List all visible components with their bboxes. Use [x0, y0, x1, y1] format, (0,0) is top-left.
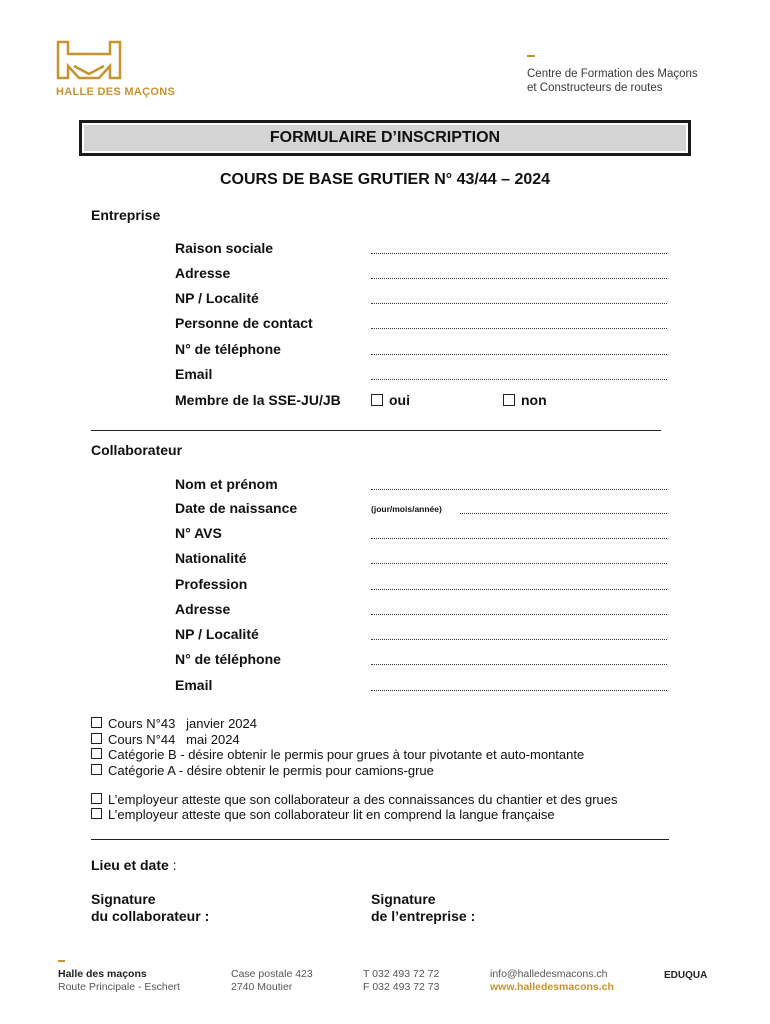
option-category-b[interactable] [91, 747, 584, 763]
field-line-nationality[interactable] [371, 552, 667, 564]
checkbox-icon [91, 808, 102, 819]
footer-postal-block [231, 968, 313, 993]
signature-employee-label-1: Signature [91, 891, 156, 907]
section-heading-employee: Collaborateur [91, 442, 183, 458]
header-accent-dash [527, 55, 535, 57]
signature-employee-block[interactable] [91, 891, 209, 925]
field-line-company-name[interactable] [371, 242, 667, 254]
field-label-company-address: Adresse [175, 265, 231, 281]
field-label-employee-address: Adresse [175, 601, 231, 617]
field-line-employee-phone[interactable] [371, 653, 667, 665]
birth-date-format-hint: (jour/mois/année) [371, 504, 442, 514]
field-label-company-phone: N° de téléphone [175, 341, 281, 357]
footer-tel: T 032 493 72 72 [363, 968, 440, 980]
checkbox-icon [91, 748, 102, 759]
org-name-line-1: Centre de Formation des Maçons [527, 68, 698, 80]
checkbox-icon [503, 394, 515, 406]
signature-employee-label-2: du collaborateur : [91, 908, 210, 924]
eduqua-logo [664, 970, 707, 981]
checkbox-icon [371, 394, 383, 406]
field-line-company-address[interactable] [371, 267, 667, 279]
field-line-company-email[interactable] [371, 368, 667, 380]
place-date-colon: : [168, 857, 177, 873]
form-title: FORMULAIRE D’INSCRIPTION [269, 129, 501, 146]
field-label-contact-person: Personne de contact [175, 315, 313, 331]
option-category-b-label: Catégorie B - désire obtenir le permis pour grues à tour pivotante et auto-montante [108, 747, 585, 762]
field-label-membership: Membre de la SSE-JU/JB [175, 392, 341, 408]
field-line-employee-locality[interactable] [371, 628, 667, 640]
footer-name: Halle des maçons [58, 968, 147, 980]
field-line-employee-address[interactable] [371, 603, 667, 615]
checkbox-icon [91, 717, 102, 728]
field-label-company-name: Raison sociale [175, 240, 274, 256]
field-label-company-locality: NP / Localité [175, 290, 259, 306]
attestation-french-language-label: L’employeur atteste que son collaborateur lit en comprend la langue française [108, 807, 555, 822]
field-label-employee-phone: N° de téléphone [175, 651, 281, 667]
footer-po-box: Case postale 423 [231, 968, 313, 980]
place-date-row[interactable] [91, 857, 177, 873]
field-label-company-email: Email [175, 366, 213, 382]
field-label-nationality: Nationalité [175, 550, 247, 566]
footer-contact-block [490, 968, 614, 993]
signature-divider [91, 839, 669, 840]
membership-yes-checkbox[interactable] [371, 392, 410, 408]
option-course-44-label: Cours N°44 mai 2024 [108, 732, 240, 747]
field-label-employee-email: Email [175, 677, 213, 693]
field-label-avs: N° AVS [175, 525, 222, 541]
footer-accent-dash [58, 960, 65, 962]
option-course-43[interactable] [91, 716, 257, 732]
checkbox-icon [91, 733, 102, 744]
field-line-full-name[interactable] [371, 478, 667, 490]
option-category-a[interactable] [91, 763, 434, 779]
footer-street: Route Principale - Eschert [58, 980, 180, 993]
option-category-a-label: Catégorie A - désire obtenir le permis pour camions-grue [108, 763, 434, 778]
field-line-birth-date[interactable] [460, 502, 667, 514]
signature-company-label-2: de l’entreprise : [371, 908, 476, 924]
membership-no-label: non [521, 392, 547, 408]
org-name-line-2: et Constructeurs de routes [527, 82, 663, 94]
course-title: COURS DE BASE GRUTIER N° 43/44 – 2024 [219, 171, 551, 188]
form-title-box [79, 120, 691, 156]
checkbox-icon [91, 764, 102, 775]
field-line-avs[interactable] [371, 527, 667, 539]
field-label-full-name: Nom et prénom [175, 476, 278, 492]
section-divider [91, 430, 661, 431]
checkbox-icon [91, 793, 102, 804]
field-label-employee-locality: NP / Localité [175, 626, 259, 642]
field-label-profession: Profession [175, 576, 248, 592]
field-line-contact-person[interactable] [371, 317, 667, 329]
option-course-43-label: Cours N°43 janvier 2024 [108, 716, 257, 731]
field-label-birth-date: Date de naissance [175, 500, 298, 516]
footer-web-link[interactable]: www.halledesmacons.ch [490, 980, 614, 993]
footer-address-block [58, 968, 180, 993]
attestation-site-knowledge[interactable] [91, 792, 618, 808]
membership-no-checkbox[interactable] [503, 392, 547, 408]
option-course-44[interactable] [91, 732, 240, 748]
field-line-company-phone[interactable] [371, 343, 667, 355]
footer-phone-block [363, 968, 439, 993]
logo-text: HALLE DES MAÇONS [56, 86, 176, 98]
halle-des-macons-logo-icon [56, 40, 122, 80]
field-line-profession[interactable] [371, 578, 667, 590]
footer-fax: F 032 493 72 73 [363, 980, 440, 993]
signature-company-block[interactable] [371, 891, 475, 925]
signature-company-label-1: Signature [371, 891, 436, 907]
eduqua-label: EDUQUA [664, 970, 708, 981]
field-line-company-locality[interactable] [371, 292, 667, 304]
footer-email-link[interactable]: info@halledesmacons.ch [490, 968, 608, 980]
membership-yes-label: oui [389, 392, 410, 408]
place-date-label: Lieu et date [91, 857, 169, 873]
footer-city: 2740 Moutier [231, 980, 293, 993]
attestation-site-knowledge-label: L’employeur atteste que son collaborateur a des connaissances du chantier et des grues [108, 792, 618, 807]
attestation-french-language[interactable] [91, 807, 555, 823]
field-line-employee-email[interactable] [371, 679, 667, 691]
section-heading-company: Entreprise [91, 207, 161, 223]
